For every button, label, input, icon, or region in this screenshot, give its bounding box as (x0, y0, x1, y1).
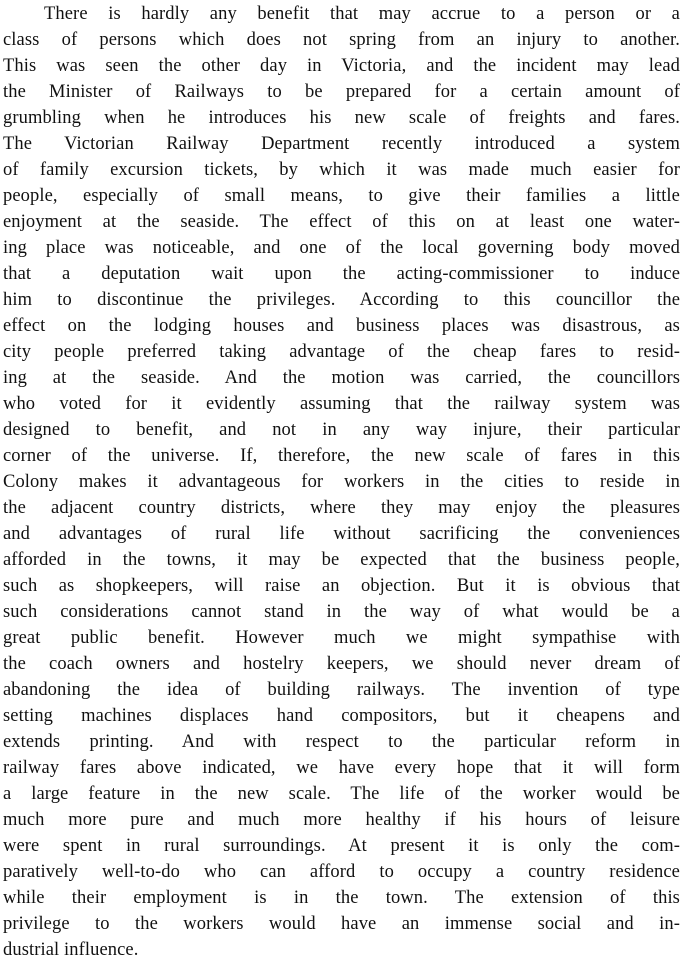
text-line: the Minister of Railways to be prepared for a certain amount of (3, 82, 680, 102)
text-line: class of persons which does not spring from an injury to another. (3, 30, 680, 50)
text-line: setting machines displaces hand compositors, but it cheapens and (3, 706, 680, 726)
text-line: corner of the universe. If, therefore, the new scale of fares in this (3, 446, 680, 466)
text-line: grumbling when he introduces his new scale of freights and fares. (3, 108, 680, 128)
text-line: enjoyment at the seaside. The effect of this on at least one water- (3, 212, 680, 232)
text-line: paratively well-to-do who can afford to occupy a country residence (3, 862, 680, 882)
text-line: designed to benefit, and not in any way injure, their particular (3, 420, 680, 440)
text-line: extends printing. And with respect to the particular reform in (3, 732, 680, 752)
text-line: There is hardly any benefit that may accrue to a person or a (44, 4, 680, 24)
text-line: The Victorian Railway Department recently introduced a system (3, 134, 680, 154)
text-line: This was seen the other day in Victoria, and the incident may lead (3, 56, 680, 76)
text-line: the adjacent country districts, where they may enjoy the pleasures (3, 498, 680, 518)
text-line: city people preferred taking advantage of the cheap fares to resid- (3, 342, 680, 362)
text-line: abandoning the idea of building railways. The invention of type (3, 680, 680, 700)
text-line: railway fares above indicated, we have every hope that it will form (3, 758, 680, 778)
text-line: ing at the seaside. And the motion was carried, the councillors (3, 368, 680, 388)
text-line: of family excursion tickets, by which it was made much easier for (3, 160, 680, 180)
text-line: much more pure and much more healthy if his hours of leisure (3, 810, 680, 830)
text-line: Colony makes it advantageous for workers in the cities to reside in (3, 472, 680, 492)
text-line: such considerations cannot stand in the way of what would be a (3, 602, 680, 622)
text-line: afforded in the towns, it may be expected that the business people, (3, 550, 680, 570)
text-line: and advantages of rural life without sacrificing the conveniences (3, 524, 680, 544)
text-line: effect on the lodging houses and business places was disastrous, as (3, 316, 680, 336)
text-line: that a deputation wait upon the acting-commissioner to induce (3, 264, 680, 284)
text-line: such as shopkeepers, will raise an objection. But it is obvious that (3, 576, 680, 596)
text-line: him to discontinue the privileges. According to this councillor the (3, 290, 680, 310)
text-line: privilege to the workers would have an immense social and in- (3, 914, 680, 934)
text-line: who voted for it evidently assuming that the railway system was (3, 394, 680, 414)
text-line: were spent in rural surroundings. At present it is only the com- (3, 836, 680, 856)
text-line: ing place was noticeable, and one of the local governing body moved (3, 238, 680, 258)
text-line: dustrial influence. (3, 940, 139, 960)
text-line: the coach owners and hostelry keepers, we should never dream of (3, 654, 680, 674)
text-line: a large feature in the new scale. The life of the worker would be (3, 784, 680, 804)
text-line: people, especially of small means, to give their families a little (3, 186, 680, 206)
text-line: great public benefit. However much we might sympathise with (3, 628, 680, 648)
text-line: while their employment is in the town. The extension of this (3, 888, 680, 908)
